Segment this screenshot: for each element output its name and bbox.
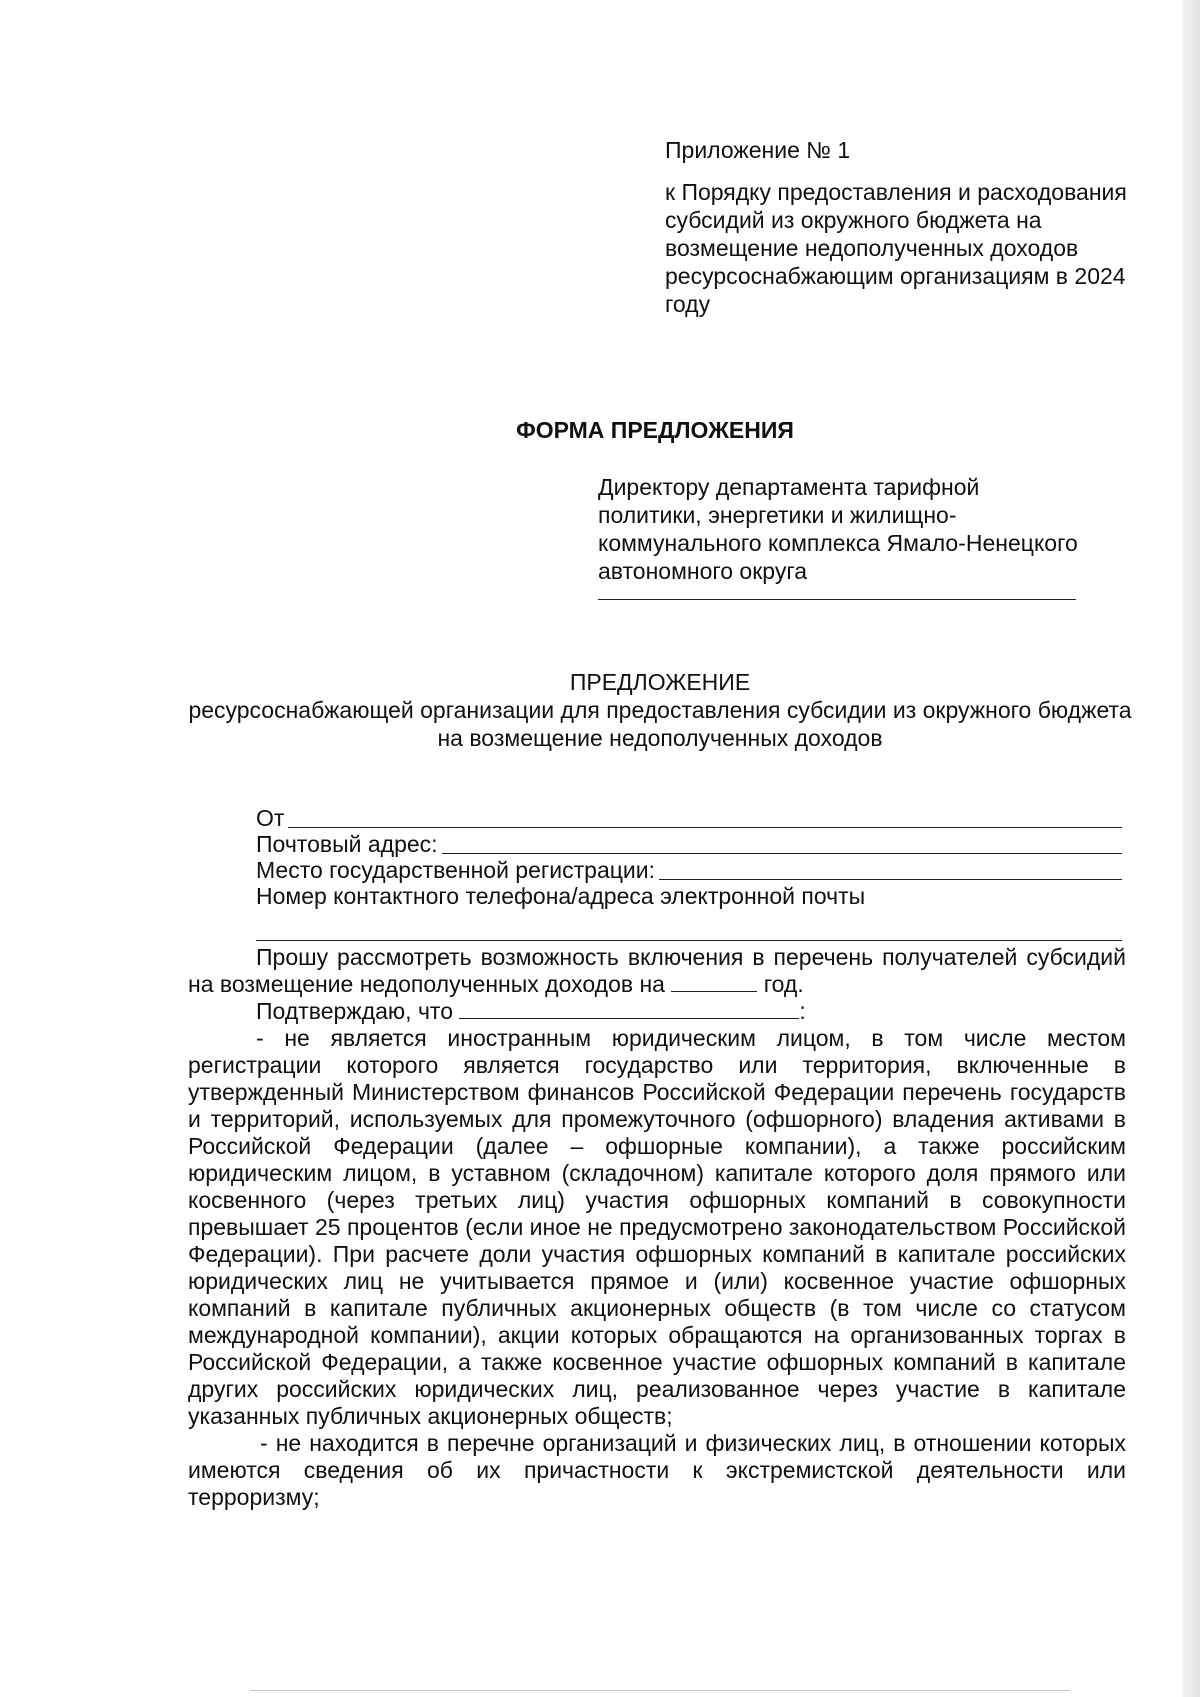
year-blank bbox=[671, 973, 757, 992]
proposal-heading-block bbox=[180, 668, 1140, 752]
addressee-text: Директору департамента тарифной политики, энергетики и жилищно-коммунального комплекса Ямало-Ненецкого автономного округа bbox=[598, 474, 1078, 584]
confirm-text-end: : bbox=[799, 998, 806, 1024]
addressee-block bbox=[598, 473, 1078, 600]
field-registration-label: Место государственной регистрации: bbox=[256, 857, 655, 883]
appendix-title: Приложение № 1 bbox=[665, 137, 851, 163]
addressee-name-line bbox=[598, 599, 1076, 600]
proposal-subtitle: ресурсоснабжающей организации для предоставления субсидии из окружного бюджета на возмещение недополученных доходов bbox=[188, 697, 1132, 751]
organization-name-blank bbox=[459, 1000, 799, 1019]
proposal-heading: ПРЕДЛОЖЕНИЕ bbox=[569, 669, 751, 695]
appendix-block bbox=[665, 136, 1135, 318]
field-registration bbox=[256, 858, 1122, 884]
field-postal-label: Почтовый адрес: bbox=[256, 831, 438, 857]
request-text-end: год. bbox=[763, 971, 804, 997]
field-contact-blank bbox=[256, 910, 1122, 941]
confirm-paragraph bbox=[188, 998, 1126, 1025]
confirm-text-start: Подтверждаю, что bbox=[256, 998, 453, 1024]
field-from-blank bbox=[288, 827, 1122, 828]
field-from bbox=[256, 806, 1122, 832]
request-paragraph bbox=[188, 944, 1126, 998]
offshore-clause: - не является иностранным юридическим лицом, в том числе местом регистрации которого является государство или территория, включенные в утвержденный Министерством финансов Российской Федерации перечень государств и территорий, используемых для промежуточного (офшорного) владения активами в Российской Федерации (далее – офшорные компании), а также российским юридическим лицом, в уставном (складочном) капитале которого доля прямого или косвенного (через третьих лиц) участия офшорных компаний в совокупности превышает 25 процентов (если иное не предусмотрено законодательством Российской Федерации). При расчете доли участия офшорных компаний в капитале российских юридических лиц не учитывается прямое и (или) косвенное участие офшорных компаний в капитале публичных акционерных обществ (в том числе со статусом международной компании), акции которых обращаются на организованных торгах в Российской Федерации, а также косвенное участие офшорных компаний в капитале других российских юридических лиц, реализованное через участие в капитале указанных публичных акционерных обществ; bbox=[188, 1025, 1127, 1429]
field-contact bbox=[256, 884, 1122, 910]
field-contact-label: Номер контактного телефона/адреса электронной почты bbox=[256, 883, 866, 909]
page-bottom-rule bbox=[250, 1690, 1070, 1691]
request-text-start: Прошу рассмотреть возможность включения в перечень получателей субсидий на возмещение недополученных доходов на bbox=[188, 944, 1126, 997]
form-title-wrapper bbox=[0, 416, 1200, 444]
applicant-fields bbox=[256, 806, 1122, 947]
extremism-clause: - не находится в перечне организаций и физических лиц, в отношении которых имеются сведения об их причастности к экстремистской деятельности или терроризму; bbox=[188, 1430, 1126, 1510]
appendix-text: к Порядку предоставления и расходования субсидий из окружного бюджета на возмещение недополученных доходов ресурсоснабжающим организациям в 2024 году bbox=[665, 179, 1127, 317]
field-registration-blank bbox=[659, 879, 1122, 880]
page-edge-shadow bbox=[1182, 0, 1200, 1697]
form-title: ФОРМА ПРЕДЛОЖЕНИЯ bbox=[516, 417, 794, 443]
field-from-label: От bbox=[256, 805, 285, 831]
field-postal-blank bbox=[442, 853, 1122, 854]
field-postal bbox=[256, 832, 1122, 858]
body-text bbox=[188, 944, 1126, 1511]
